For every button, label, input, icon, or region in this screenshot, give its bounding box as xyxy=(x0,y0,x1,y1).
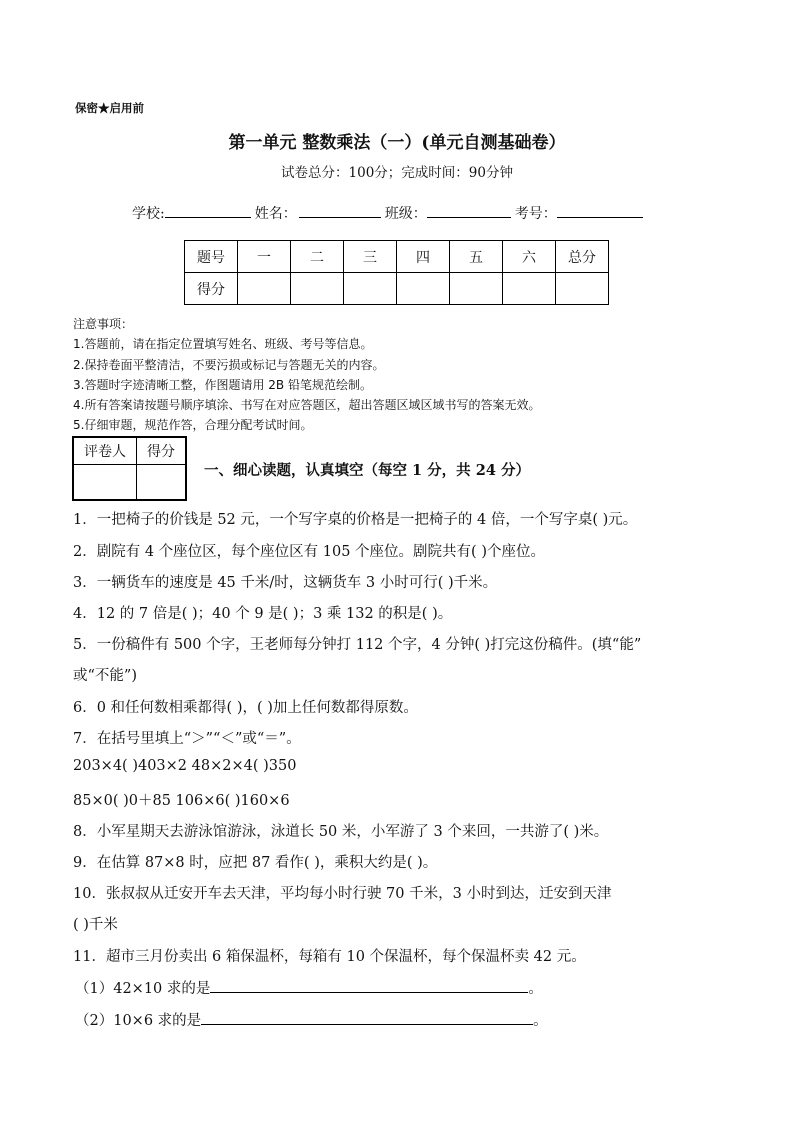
score-header-cell: 题号 xyxy=(185,241,238,273)
grader-label: 评卷人 xyxy=(73,437,137,465)
score-table-header-row xyxy=(185,241,609,273)
score-cell[interactable] xyxy=(450,273,503,305)
sub-question xyxy=(75,1008,548,1030)
exam-no-label: 考号： xyxy=(514,206,557,222)
note-item: 1.答题前，请在指定位置填写姓名、班级、考号等信息。 xyxy=(73,337,373,352)
question-item: 9．在估算 87×8 时，应把 87 看作( )，乘积大约是( )。 xyxy=(73,855,438,871)
score-header-cell: 三 xyxy=(344,241,397,273)
question-item: 5．一份稿件有 500 个字，王老师每分钟打 112 个字，4 分钟( )打完这份稿件。(填“能” xyxy=(73,637,642,653)
question-item: 1．一把椅子的价钱是 52 元，一个写字桌的价格是一把椅子的 4 倍，一个写字桌( )元。 xyxy=(73,512,638,528)
grader-name-cell[interactable] xyxy=(73,465,137,501)
page-title: 第一单元 整数乘法（一）(单元自测基础卷） xyxy=(228,133,566,153)
notes-block xyxy=(73,314,540,436)
question-item: 11．超市三月份卖出 6 箱保温杯，每箱有 10 个保温杯，每个保温杯卖 42 元。 xyxy=(73,949,586,965)
score-header-cell: 总分 xyxy=(556,241,609,273)
name-label: 姓名： xyxy=(254,206,297,222)
score-header-cell: 一 xyxy=(238,241,291,273)
notes-title: 注意事项： xyxy=(73,317,134,331)
question-item: 3．一辆货车的速度是 45 千米/时，这辆货车 3 小时可行( )千米。 xyxy=(73,575,498,591)
question-item: 7．在括号里填上“＞”“＜”或“＝”。 xyxy=(73,731,301,747)
school-label: 学校: xyxy=(132,206,165,222)
note-item: 2.保持卷面平整清洁，不要污损或标记与答题无关的内容。 xyxy=(73,357,385,372)
note-item: 3.答题时字迹清晰工整，作图题请用 2B 铅笔规范绘制。 xyxy=(73,377,372,392)
question-item: 或“不能”) xyxy=(73,668,137,684)
student-info-row xyxy=(132,202,647,223)
score-cell[interactable] xyxy=(503,273,556,305)
class-field[interactable] xyxy=(427,202,511,218)
name-field[interactable] xyxy=(299,202,381,218)
sub-question-label: （2）10×6 求的是 xyxy=(75,1013,202,1029)
grader-box xyxy=(72,436,187,501)
section-heading: 一、细心读题，认真填空（每空 1 分，共 24 分） xyxy=(204,462,530,479)
score-header-cell: 四 xyxy=(397,241,450,273)
school-field[interactable] xyxy=(165,202,251,218)
sub-question xyxy=(75,976,543,998)
score-cell[interactable] xyxy=(556,273,609,305)
sub-question-end: 。 xyxy=(528,981,543,997)
exam-subtitle: 试卷总分：100分；完成时间：90分钟 xyxy=(281,165,513,181)
exam-no-field[interactable] xyxy=(557,202,643,218)
score-table xyxy=(184,240,609,305)
question-item: 8．小军星期天去游泳馆游泳，泳道长 50 米，小军游了 3 个来回，一共游了( )米。 xyxy=(73,824,609,840)
score-header-cell: 五 xyxy=(450,241,503,273)
question-item: 2．剧院有 4 个座位区，每个座位区有 105 个座位。剧院共有( )个座位。 xyxy=(73,544,545,560)
note-item: 5.仔细审题，规范作答，合理分配考试时间。 xyxy=(73,418,313,433)
score-header-cell: 六 xyxy=(503,241,556,273)
question-item: ( )千米 xyxy=(73,917,118,933)
question-item: 10．张叔叔从迁安开车去天津，平均每小时行驶 70 千米，3 小时到达，迁安到天津 xyxy=(73,886,612,902)
score-header-cell: 二 xyxy=(291,241,344,273)
score-cell[interactable] xyxy=(238,273,291,305)
score-row-label: 得分 xyxy=(185,273,238,305)
score-table-score-row xyxy=(185,273,609,305)
grader-score-cell[interactable] xyxy=(137,465,187,501)
question-item: 6．0 和任何数相乘都得( )，( )加上任何数都得原数。 xyxy=(73,700,418,716)
answer-line[interactable] xyxy=(201,1008,533,1025)
score-cell[interactable] xyxy=(291,273,344,305)
question-item: 85×0( )0＋85 106×6( )160×6 xyxy=(73,793,290,809)
score-cell[interactable] xyxy=(344,273,397,305)
sub-question-label: （1）42×10 求的是 xyxy=(75,981,211,997)
question-item: 4．12 的 7 倍是( )；40 个 9 是( )；3 乘 132 的积是( )。 xyxy=(73,606,453,622)
note-item: 4.所有答案请按题号顺序填涂、书写在对应答题区，超出答题区域区域书写的答案无效。 xyxy=(73,398,541,413)
answer-line[interactable] xyxy=(210,976,528,993)
confidential-label: 保密★启用前 xyxy=(75,101,144,115)
question-item: 203×4( )403×2 48×2×4( )350 xyxy=(73,758,297,774)
sub-question-end: 。 xyxy=(533,1013,548,1029)
grader-score-label: 得分 xyxy=(137,437,187,465)
score-cell[interactable] xyxy=(397,273,450,305)
class-label: 班级： xyxy=(384,206,427,222)
